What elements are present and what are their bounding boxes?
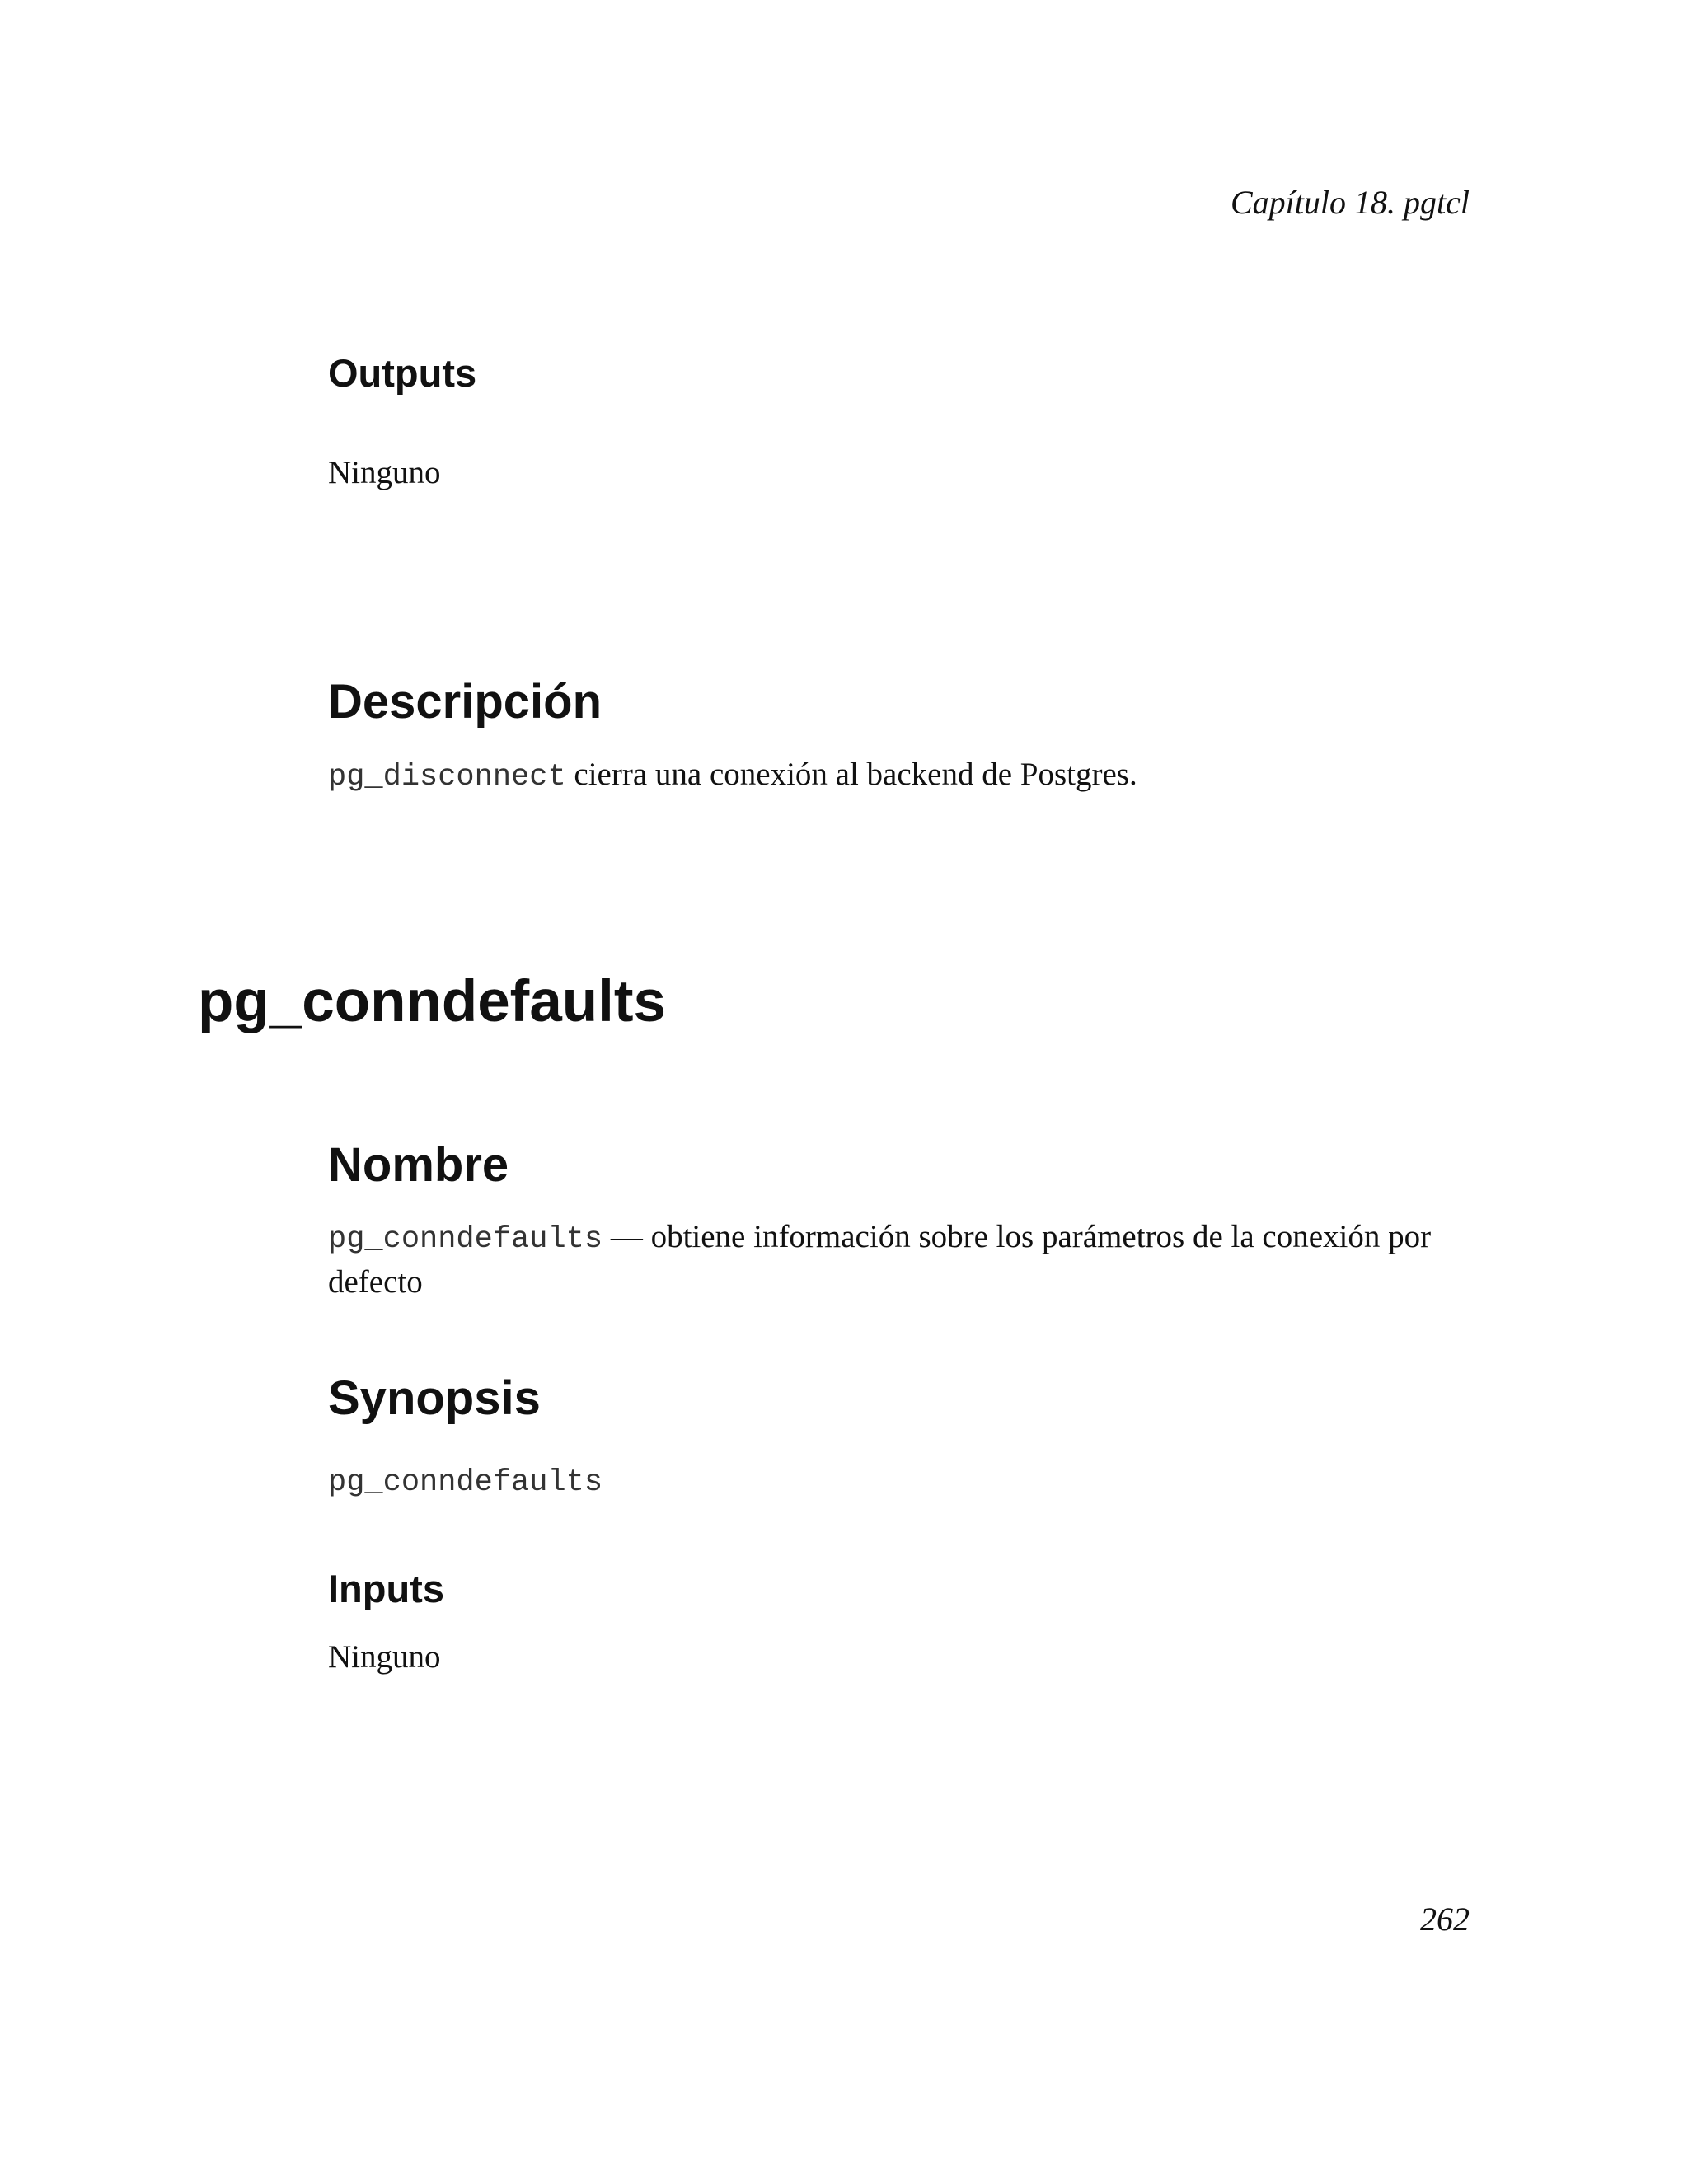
synopsis-code: pg_conndefaults: [328, 1465, 603, 1500]
name-paragraph: [328, 1216, 1482, 1304]
inputs-text: Ninguno: [328, 1639, 441, 1675]
synopsis-paragraph: [328, 1459, 1482, 1504]
description-text: cierra una conexión al backend de Postgres.: [565, 757, 1137, 792]
description-paragraph: [328, 753, 1482, 799]
description-code: pg_disconnect: [328, 760, 566, 794]
name-heading: Nombre: [328, 1138, 509, 1192]
outputs-text: Ninguno: [328, 455, 441, 490]
name-text: — obtiene información sobre los parámetros de la conexión por defecto: [328, 1219, 1432, 1300]
page-number: 262: [1420, 1900, 1470, 1938]
outputs-heading: Outputs: [328, 351, 477, 395]
running-header: Capítulo 18. pgtcl: [1231, 184, 1470, 221]
name-code: pg_conndefaults: [328, 1222, 603, 1257]
inputs-heading: Inputs: [328, 1567, 444, 1610]
refentry-title: pg_conndefaults: [198, 969, 667, 1034]
description-heading: Descripción: [328, 675, 602, 729]
synopsis-heading: Synopsis: [328, 1371, 541, 1425]
